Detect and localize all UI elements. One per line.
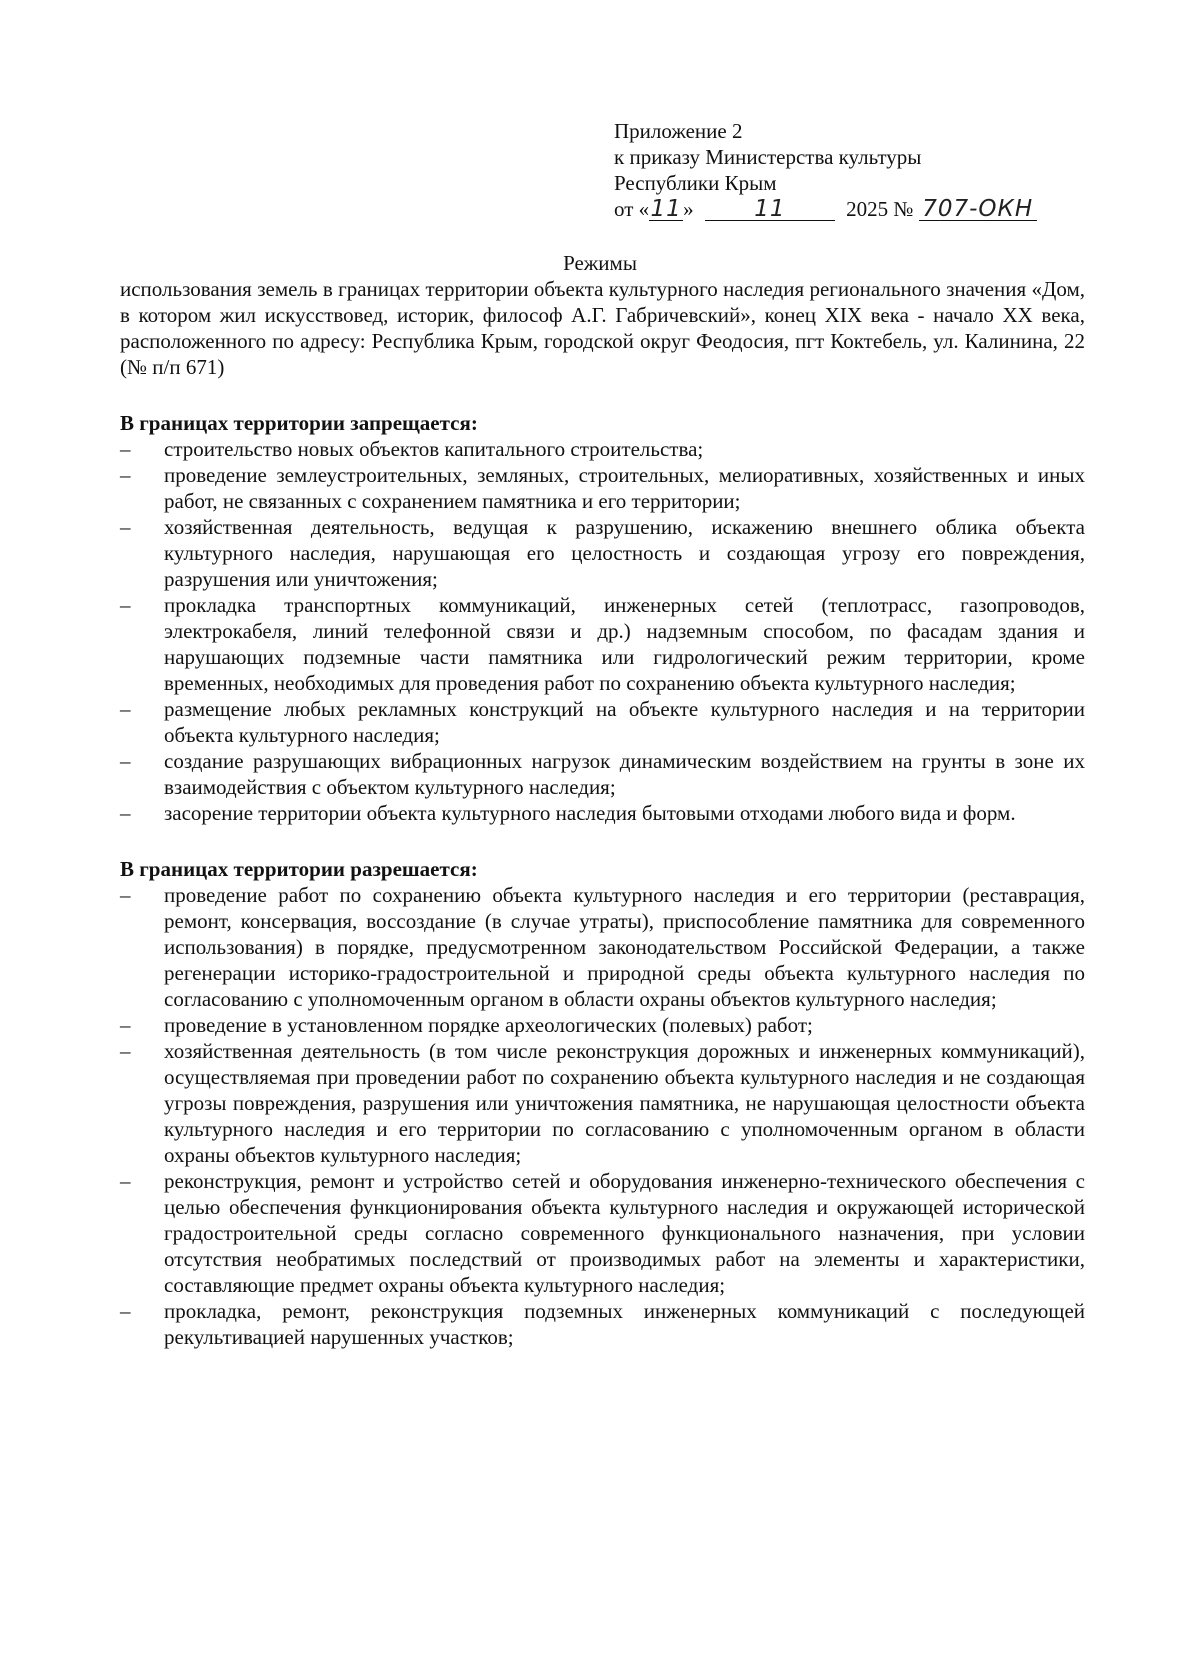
list-item: – хозяйственная деятельность, ведущая к разрушению, искажению внешнего облика объекта культурного наследия, нарушающая его целостность и создающая угрозу его повреждения, разрушения или уничтожения; <box>120 514 1085 592</box>
list-item: – проведение в установленном порядке археологических (полевых) работ; <box>120 1012 1085 1038</box>
handwritten-order-number: 707-ОКН <box>919 198 1037 221</box>
allowed-heading: В границах территории разрешается: <box>120 857 478 881</box>
list-item: – реконструкция, ремонт и устройство сетей и оборудования инженерно-технического обеспечения с целью обеспечения функционирования объекта культурного наследия и окружающей исторической градостроительной среды согласно современного функционального назначения, при условии отсутствия необратимых последствий от производимых работ на элементы и характеристики, составляющие предмет охраны объекта культурного наследия; <box>120 1168 1085 1298</box>
list-item: – прокладка транспортных коммуникаций, инженерных сетей (теплотрасс, газопроводов, электрокабеля, линий телефонной связи и др.) надземным способом, по фасадам здания и нарушающих подземные части памятника или гидрологический режим территории, кроме временных, необходимых для проведения работ по сохранению объекта культурного наследия; <box>120 592 1085 696</box>
document-title: Режимы <box>563 251 637 275</box>
list-item: – засорение территории объекта культурного наследия бытовыми отходами любого вида и форм. <box>120 800 1085 826</box>
list-item: – создание разрушающих вибрационных нагрузок динамическим воздействием на грунты в зоне их взаимодействия с объектом культурного наследия; <box>120 748 1085 800</box>
year-label: 2025 № <box>846 197 914 221</box>
prohibited-heading: В границах территории запрещается: <box>120 411 478 435</box>
appendix-line-2: к приказу Министерства культуры <box>614 145 922 169</box>
list-item: – проведение работ по сохранению объекта культурного наследия и его территории (реставрация, ремонт, консервация, воссоздание (в случае утраты), приспособление памятника для современного использования) в порядке, предусмотренном законодательством Российской Федерации, а также регенерации историко-градостроительной и природной среды объекта культурного наследия по согласованию с уполномоченным органом в области охраны объектов культурного наследия; <box>120 882 1085 1012</box>
list-item: – прокладка, ремонт, реконструкция подземных инженерных коммуникаций с последующей рекультивацией нарушенных участков; <box>120 1298 1085 1350</box>
document-subtitle: использования земель в границах территории объекта культурного наследия регионального значения «Дом, в котором жил искусствовед, историк, философ А.Г. Габричевский», конец XIX века - начало XX века, расположенного по адресу: Республика Крым, городской округ Феодосия, пгт Коктебель, ул. Калинина, 22 (№ п/п 671) <box>120 277 1085 379</box>
date-mid: » <box>683 197 694 221</box>
list-item: – проведение землеустроительных, земляных, строительных, мелиоративных, хозяйственных и иных работ, не связанных с сохранением памятника и его территории; <box>120 462 1085 514</box>
allowed-list <box>120 882 1085 1350</box>
list-item: – размещение любых рекламных конструкций на объекте культурного наследия и на территории объекта культурного наследия; <box>120 696 1085 748</box>
handwritten-month: 11 <box>705 198 835 221</box>
appendix-header <box>614 118 1084 222</box>
handwritten-day: 11 <box>650 196 682 222</box>
date-prefix: от « <box>614 197 650 221</box>
appendix-line-1: Приложение 2 <box>614 119 743 143</box>
document-body <box>120 276 1085 1350</box>
appendix-line-3: Республики Крым <box>614 171 777 195</box>
order-date-line <box>614 196 1084 222</box>
list-item: – строительство новых объектов капитального строительства; <box>120 436 1085 462</box>
prohibited-list <box>120 436 1085 826</box>
list-item: – хозяйственная деятельность (в том числе реконструкция дорожных и инженерных коммуникаций), осуществляемая при проведении работ по сохранению объекта культурного наследия и не создающая угрозы повреждения, разрушения или уничтожения памятника, не нарушающая целостности объекта культурного наследия и его территории по согласованию с уполномоченным органом в области охраны объектов культурного наследия; <box>120 1038 1085 1168</box>
